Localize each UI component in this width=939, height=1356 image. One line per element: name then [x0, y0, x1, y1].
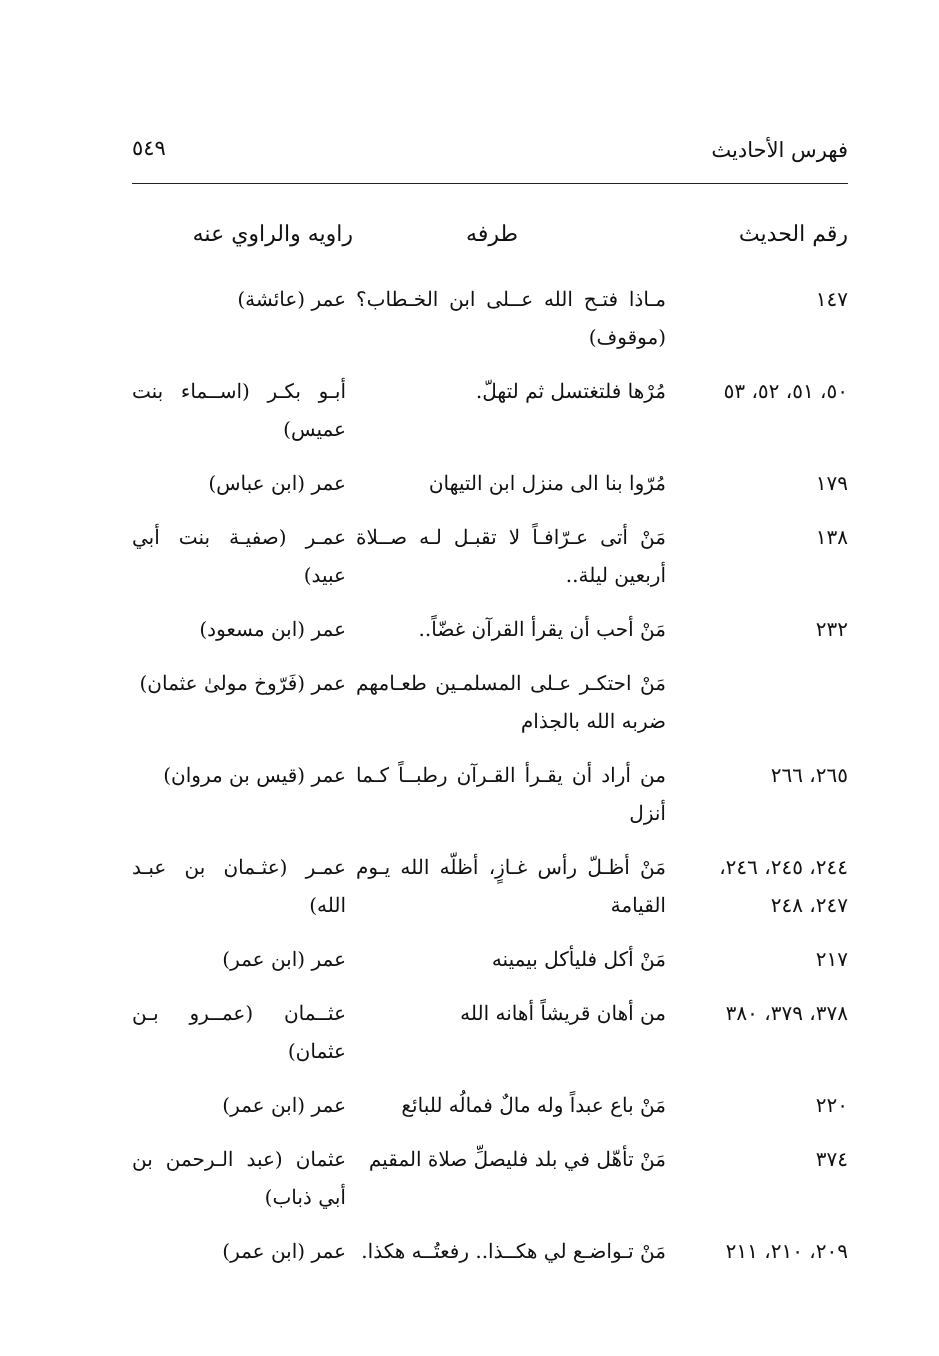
hadith-number: ١٧٩	[815, 471, 848, 495]
index-entry	[132, 1232, 848, 1270]
hadith-number: ٢٣٢	[815, 617, 848, 641]
column-header-number: رقم الحديث	[738, 222, 848, 247]
hadith-text: مُرّوا بنا الى منزل ابن التيهان	[428, 471, 666, 495]
index-entry	[132, 518, 848, 594]
page-header	[132, 132, 848, 172]
index-entry	[132, 940, 848, 978]
hadith-text: مَنْ أظـلّ رأس غـازٍ، أظلّه الله يـوم القيامة	[356, 855, 666, 917]
hadith-narrator: عمـر (صفيـة بنت أبي عبيد)	[132, 525, 346, 587]
index-entry	[132, 610, 848, 648]
hadith-text: مَنْ باع عبداً وله مالٌ فمالُه للبائع	[401, 1093, 666, 1117]
hadith-narrator: عمر (ابن عمر)	[222, 1093, 346, 1117]
index-entry	[132, 994, 848, 1070]
header-rule	[132, 183, 848, 184]
column-headers	[132, 222, 848, 262]
hadith-number: ٢٠٩، ٢١٠، ٢١١	[725, 1239, 848, 1263]
hadith-number: ٢٤٤، ٢٤٥، ٢٤٦، ٢٤٧، ٢٤٨	[719, 855, 848, 917]
page-number: ٥٤٩	[132, 136, 166, 160]
hadith-number: ٢١٧	[815, 947, 848, 971]
hadith-text: مـاذا فتـح الله عــلى ابن الخـطاب؟ (موقوف)	[356, 287, 666, 349]
column-header-text: طرفه	[466, 222, 518, 247]
hadith-number: ٥٠، ٥١، ٥٢، ٥٣	[723, 379, 848, 403]
hadith-number: ٢٦٥، ٢٦٦	[770, 763, 848, 787]
hadith-text: من أهان قريشاً أهانه الله	[460, 1001, 666, 1025]
hadith-number	[692, 664, 848, 702]
hadith-narrator: عمر (ابن عباس)	[208, 471, 346, 495]
hadith-text: مَنْ أحب أن يقرأ القرآن غضّاً..	[418, 617, 666, 641]
hadith-narrator: عمـر (عثـمان بن عبـد الله)	[132, 855, 346, 917]
index-entry	[132, 756, 848, 832]
column-header-narrator: راويه والراوي عنه	[192, 222, 353, 247]
index-entry	[132, 280, 848, 356]
hadith-narrator: عثــمان (عمــرو بـن عثمان)	[132, 1001, 346, 1063]
hadith-number: ٢٢٠	[815, 1093, 848, 1117]
index-entry	[132, 848, 848, 924]
hadith-text: من أراد أن يقـرأ القـرآن رطبــاً كـما أنزل	[356, 763, 666, 825]
hadith-narrator: عمر (ابن عمر)	[222, 947, 346, 971]
hadith-number: ١٣٨	[815, 525, 848, 549]
running-title: فهرس الأحاديث	[711, 138, 848, 162]
hadith-narrator: عمر (فَرّوخ مولىٰ عثمان)	[139, 671, 346, 695]
hadith-narrator: عمر (ابن مسعود)	[199, 617, 346, 641]
index-entry	[132, 372, 848, 448]
hadith-text: مَنْ أتى عـرّافـاً لا تقبـل لـه صــلاة أربعين ليلة..	[356, 525, 666, 587]
index-entry	[132, 664, 848, 740]
hadith-number: ١٤٧	[815, 287, 848, 311]
hadith-text: مَنْ احتكـر عـلى المسلمـين طعـامهم ضربه الله بالجذام	[356, 671, 666, 733]
hadith-narrator: عمر (ابن عمر)	[222, 1239, 346, 1263]
hadith-text: مَنْ تأهّل في بلد فليصلِّ صلاة المقيم	[368, 1147, 666, 1171]
hadith-number: ٣٧٨، ٣٧٩، ٣٨٠	[725, 1001, 848, 1025]
hadith-index-list	[132, 280, 848, 1286]
index-entry	[132, 464, 848, 502]
hadith-text: مَنْ تـواضـع لي هكــذا.. رفعتُــه هكذا.	[361, 1239, 666, 1263]
hadith-narrator: أبـو بكـر (اســماء بنت عميس)	[132, 379, 346, 441]
hadith-narrator: عمر (عائشة)	[237, 287, 346, 311]
index-entry	[132, 1140, 848, 1216]
index-entry	[132, 1086, 848, 1124]
hadith-text: مُرْها فلتغتسل ثم لتهلّ.	[475, 379, 666, 403]
hadith-text: مَنْ أكل فليأكل بيمينه	[491, 947, 666, 971]
hadith-number: ٣٧٤	[815, 1147, 848, 1171]
hadith-narrator: عمر (قيس بن مروان)	[163, 763, 346, 787]
hadith-narrator: عثمان (عبد الـرحمن بن أبي ذباب)	[132, 1147, 346, 1209]
